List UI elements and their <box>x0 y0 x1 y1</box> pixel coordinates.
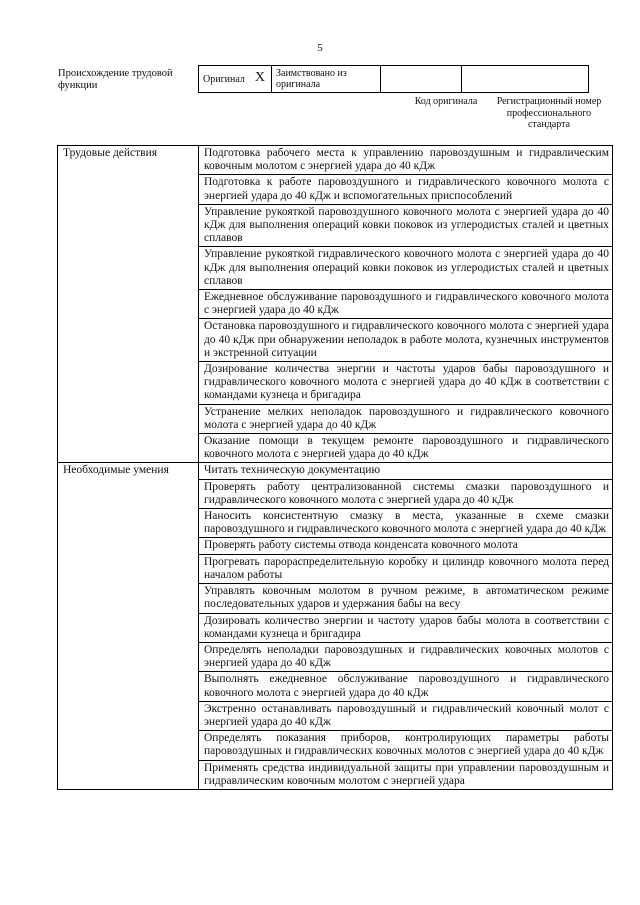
table-cell: Подготовка рабочего места к управлению паровоздушным и гидравлическим ковочным молотом с энергией удара до 40 кДж <box>199 146 613 175</box>
table-cell: Наносить консистентную смазку в места, указанные в схеме смазки паровоздушного и гидравлического ковочного молота с энергией удара до 40 кДж <box>199 509 613 538</box>
original-label: Оригинал <box>203 73 245 85</box>
table-row <box>58 463 613 479</box>
origin-table <box>198 65 589 93</box>
table-cell: Дозирование количества энергии и частоты ударов бабы паровоздушного и гидравлического ковочного молота с энергией удара до 40 кДж в соответствии с командами кузнеца и бригадира <box>199 362 613 405</box>
truncated-cell-text: Применять средства индивидуальной защиты при управлении паровоздушным и гидравлическим ковочным молотом с энергией удара <box>204 761 609 787</box>
section-label: Необходимые умения <box>58 463 199 789</box>
code-caption: Код оригинала <box>414 96 478 107</box>
origin-label: Происхождение трудовой функции <box>58 68 173 91</box>
borrowed-cell <box>272 66 381 93</box>
reg-number-cell <box>462 66 589 93</box>
table-cell: Определять неполадки паровоздушных и гидравлических ковочных молотов с энергией удара до 40 кДж <box>199 642 613 671</box>
section-label: Трудовые действия <box>58 146 199 463</box>
table-cell: Оказание помощи в текущем ремонте паровоздушного и гидравлического ковочного молота с энергией удара до 40 кДж <box>199 434 613 463</box>
borrowed-label: Заимствовано из оригинала <box>276 68 347 90</box>
table-cell: Прогревать парораспределительную коробку и цилиндр ковочного молота перед началом работы <box>199 554 613 583</box>
table-cell: Подготовка к работе паровоздушного и гидравлического ковочного молота с энергией удара до 40 кДж и вспомогательных приспособлений <box>199 175 613 204</box>
table-cell: Определять показания приборов, контролирующих параметры работы паровоздушных и гидравлических ковочных молотов с энергией удара до 40 кДж <box>199 731 613 760</box>
page-number: 5 <box>317 42 323 54</box>
table-cell: Устранение мелких неполадок паровоздушного и гидравлического ковочного молота с энергией удара до 40 кДж <box>199 404 613 433</box>
table-cell: Управление рукояткой гидравлического ковочного молота с энергией удара до 40 кДж для выполнения операций ковки поковок из углеродистых сталей и цветных сплавов <box>199 247 613 290</box>
table-cell: Остановка паровоздушного и гидравлического ковочного молота с энергией удара до 40 кДж при обнаружении неполадок в работе молота, кузнечных инструментов и экстренной ситуации <box>199 319 613 362</box>
table-cell: Проверять работу системы отвода конденсата ковочного молота <box>199 538 613 554</box>
table-cell: Выполнять ежедневное обслуживание паровоздушного и гидравлического ковочного молота с энергией удара до 40 кДж <box>199 672 613 701</box>
table-cell: Читать техническую документацию <box>199 463 613 479</box>
table-cell: Управление рукояткой паровоздушного ковочного молота с энергией удара до 40 кДж для выполнения операций ковки поковок из углеродистых сталей и цветных сплавов <box>199 204 613 247</box>
table-cell: Проверять работу централизованной системы смазки паровоздушного и гидравлического ковочного молота с энергией удара до 40 кДж <box>199 479 613 508</box>
reg-caption: Регистрационный номер профессионального стандарта <box>496 96 602 130</box>
table-cell: Дозировать количество энергии и частоту ударов бабы молота в соответствии с командами кузнеца и бригадира <box>199 613 613 642</box>
code-cell <box>381 66 462 93</box>
table-cell: Ежедневное обслуживание паровоздушного и гидравлического ковочного молота с энергией удара до 40 кДж <box>199 290 613 319</box>
original-cell <box>199 66 272 93</box>
function-table <box>57 145 613 790</box>
original-mark: X <box>254 70 265 85</box>
table-row <box>58 146 613 175</box>
table-cell: Управлять ковочным молотом в ручном режиме, в автоматическом режиме последовательных ударов и удержания бабы на весу <box>199 584 613 613</box>
table-cell: Экстренно останавливать паровоздушный и гидравлический ковочный молот с энергией удара до 40 кДж <box>199 701 613 730</box>
table-cell <box>199 760 613 789</box>
